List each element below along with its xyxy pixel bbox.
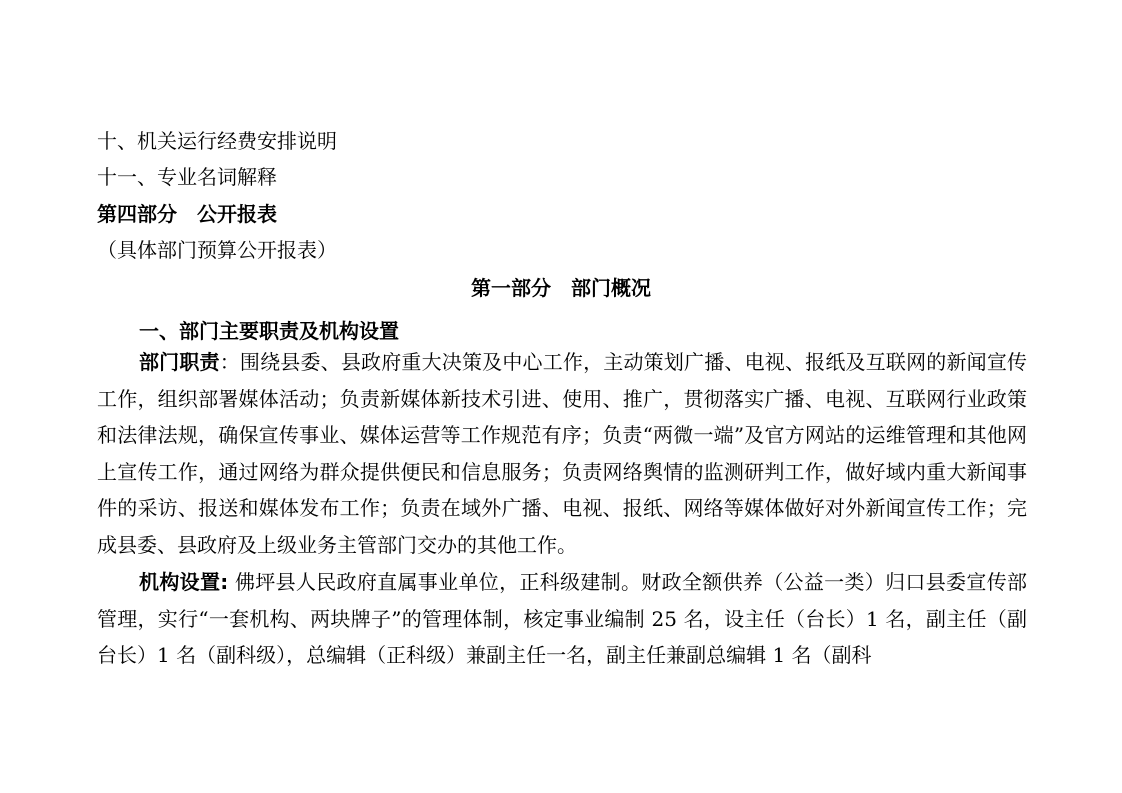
org-label: 机构设置: bbox=[139, 570, 229, 594]
toc-part4-note: （具体部门预算公开报表） bbox=[97, 238, 337, 262]
toc-item-10: 十、机关运行经费安排说明 bbox=[97, 129, 337, 153]
section1-heading: 一、部门主要职责及机构设置 bbox=[139, 319, 399, 343]
duties-paragraph bbox=[97, 344, 1027, 564]
duties-text: ：围绕县委、县政府重大决策及中心工作，主动策划广播、电视、报纸及互联网的新闻宣传工作，组织部署媒体活动；负责新媒体新技术引进、使用、推广，贯彻落实广播、电视、互联网行业政策和法律法规，确保宣传事业、媒体运营等工作规范有序；负责“两微一端”及官方网站的运维管理和其他网上宣传工作，通过网络为群众提供便民和信息服务；负责网络舆情的监测研判工作，做好域内重大新闻事件的采访、报送和媒体发布工作；负责在域外广播、电视、报纸、网络等媒体做好对外新闻宣传工作；完成县委、县政府及上级业务主管部门交办的其他工作。 bbox=[97, 350, 1028, 557]
part1-title: 第一部分 部门概况 bbox=[471, 276, 651, 300]
toc-part4-title: 第四部分 公开报表 bbox=[97, 202, 277, 226]
duties-label: 部门职责 bbox=[139, 350, 220, 374]
org-paragraph bbox=[97, 564, 1027, 674]
toc-item-11: 十一、专业名词解释 bbox=[97, 165, 277, 189]
org-text: 佛坪县人民政府直属事业单位，正科级建制。财政全额供养（公益一类）归口县委宣传部管理，实行“一套机构、两块牌子”的管理体制，核定事业编制 25 名，设主任（台长）1 名，副主任（副台长）1 名（副科级），总编辑（正科级）兼副主任一名，副主任兼副总编辑 1 名（副科 bbox=[97, 570, 1028, 668]
